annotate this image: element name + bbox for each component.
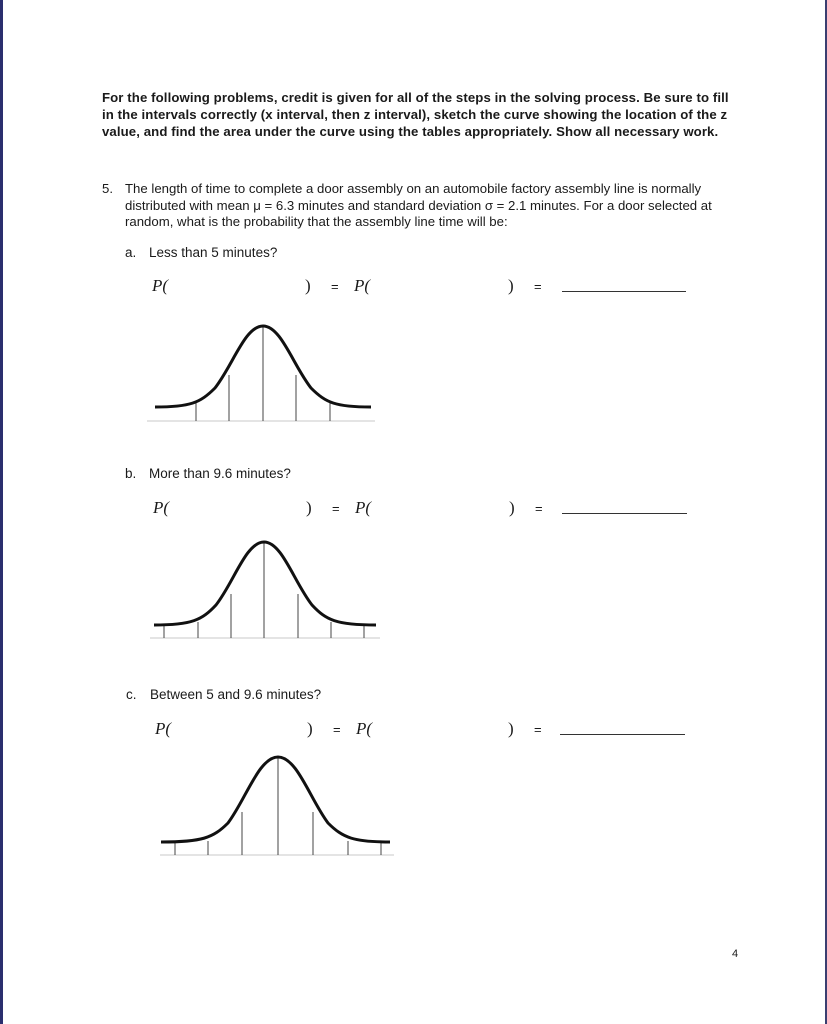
- part-b-answer-blank[interactable]: [562, 513, 687, 514]
- part-a-close-2: ): [508, 276, 514, 295]
- part-b-p-z: P(: [355, 498, 372, 517]
- part-a-letter: a.: [125, 245, 137, 260]
- part-b-close-1: ): [306, 498, 312, 517]
- part-b-letter: b.: [125, 466, 137, 481]
- part-a-p-x: P(: [152, 276, 169, 295]
- part-a-question: Less than 5 minutes?: [149, 245, 278, 260]
- instructions-paragraph: For the following problems, credit is given for all of the steps in the solving process. Be sure to fill in the intervals correctly (x interval, then z interval), sketch the curve showing the location of the z value, and find the area under the curve using the tables appropriately. Show all necessary work.: [102, 90, 729, 139]
- part-c-p-z: P(: [356, 719, 373, 738]
- part-c-label: [126, 687, 321, 702]
- part-b-p-x: P(: [153, 498, 170, 517]
- part-a-answer-blank[interactable]: [562, 291, 686, 292]
- part-c-close-2: ): [508, 719, 514, 738]
- problem-number: 5.: [102, 181, 113, 196]
- part-b-label: [125, 466, 291, 481]
- part-b-normal-curve: [148, 538, 383, 643]
- problem-5: [102, 181, 742, 231]
- part-c-close-1: ): [307, 719, 313, 738]
- part-c-equals-1: =: [333, 722, 341, 737]
- part-c-answer-blank[interactable]: [560, 734, 685, 735]
- part-c-letter: c.: [126, 687, 137, 702]
- part-c-equals-2: =: [534, 722, 542, 737]
- part-b-bell-curve: [154, 542, 376, 625]
- part-c-normal-curve: [158, 752, 398, 860]
- part-b-equals-1: =: [332, 501, 340, 516]
- part-b-equals-2: =: [535, 501, 543, 516]
- part-b-question: More than 9.6 minutes?: [149, 466, 291, 481]
- part-a-p-z: P(: [354, 276, 371, 295]
- part-a-label: [125, 245, 277, 260]
- page-number: 4: [732, 948, 739, 960]
- part-a-equals-1: =: [331, 279, 339, 294]
- part-c-p-x: P(: [155, 719, 172, 738]
- part-c-question: Between 5 and 9.6 minutes?: [150, 687, 322, 702]
- part-c-bell-curve: [161, 757, 390, 842]
- part-a-close-1: ): [305, 276, 311, 295]
- part-a-equals-2: =: [534, 279, 542, 294]
- part-b-close-2: ): [509, 498, 515, 517]
- scan-edge-left: [0, 0, 3, 1024]
- part-a-normal-curve: [145, 320, 380, 425]
- problem-text: The length of time to complete a door assembly on an automobile factory assembly line is normally distributed with mean μ = 6.3 minutes and standard deviation σ = 2.1 minutes. For a door selected at random, what is the probability that the assembly line time will be:: [125, 181, 712, 229]
